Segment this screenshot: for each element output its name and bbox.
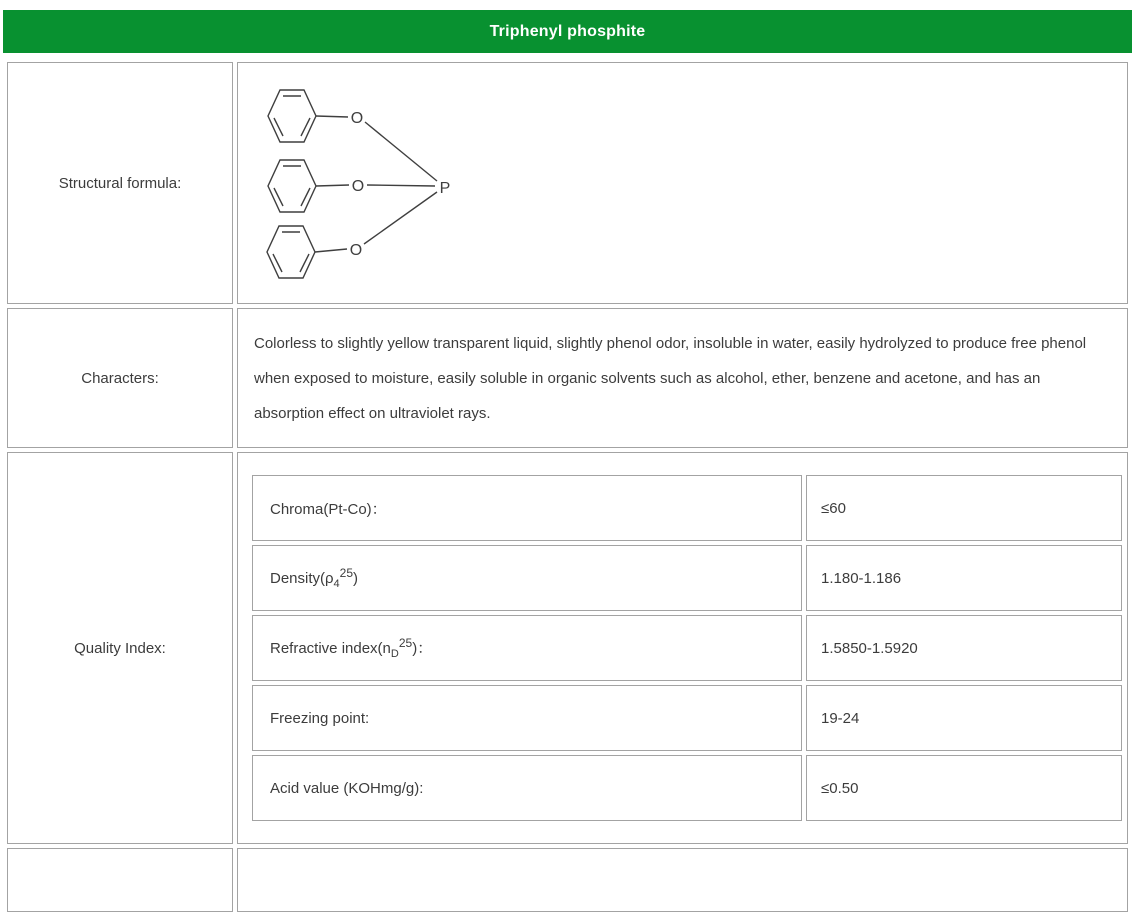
title-bar — [3, 10, 1132, 53]
product-table — [3, 58, 1132, 916]
quality-row-label: Freezing point: — [252, 685, 802, 751]
partial-bottom-content-cell — [237, 848, 1128, 912]
molecular-structure-drawing — [246, 75, 476, 291]
atom-label-p: P — [439, 180, 451, 197]
page-title: Triphenyl phosphite — [489, 22, 646, 40]
structural-formula-label: Structural formula: — [7, 62, 233, 304]
quality-row — [252, 755, 1122, 821]
quality-row-label: Chroma(Pt-Co)： — [252, 475, 802, 541]
characters-label: Characters: — [7, 308, 233, 448]
quality-table-body — [252, 475, 1122, 821]
quality-index-row — [7, 452, 1128, 844]
structural-formula-cell — [237, 62, 1128, 304]
quality-row-label: Acid value (KOHmg/g): — [252, 755, 802, 821]
benzene-ring-2 — [268, 160, 316, 212]
quality-row — [252, 475, 1122, 541]
quality-row — [252, 545, 1122, 611]
benzene-ring-3 — [267, 226, 315, 278]
benzene-ring-1 — [268, 90, 316, 142]
quality-row-label: Refractive $index(n_D^{25})$： — [252, 615, 802, 681]
quality-row-value: 1.180-1.186 — [806, 545, 1122, 611]
partial-bottom-row — [7, 848, 1128, 912]
structural-formula-row — [7, 62, 1128, 304]
atom-label-o3: O — [349, 242, 363, 259]
quality-row-value: 1.5850-1.5920 — [806, 615, 1122, 681]
quality-index-label: Quality Index: — [7, 452, 233, 844]
partial-bottom-label-cell — [7, 848, 233, 912]
quality-row-value: ≤0.50 — [806, 755, 1122, 821]
atom-label-o1: O — [350, 110, 364, 127]
quality-row — [252, 615, 1122, 681]
characters-text: Colorless to slightly yellow transparent liquid, slightly phenol odor, insoluble in water, easily hydrolyzed to produce free phenol when exposed to moisture, easily soluble in organic solvents such as alcohol, ether, benzene and acetone, and has an absorption effect on ultraviolet rays. — [237, 308, 1128, 448]
quality-row-label: $Density(\rho_4^{25})$ — [252, 545, 802, 611]
atom-label-o2: O — [351, 178, 365, 195]
characters-row — [7, 308, 1128, 448]
quality-row — [252, 685, 1122, 751]
quality-index-cell — [237, 452, 1128, 844]
quality-row-value: 19-24 — [806, 685, 1122, 751]
quality-row-value: ≤60 — [806, 475, 1122, 541]
quality-table — [248, 471, 1126, 825]
